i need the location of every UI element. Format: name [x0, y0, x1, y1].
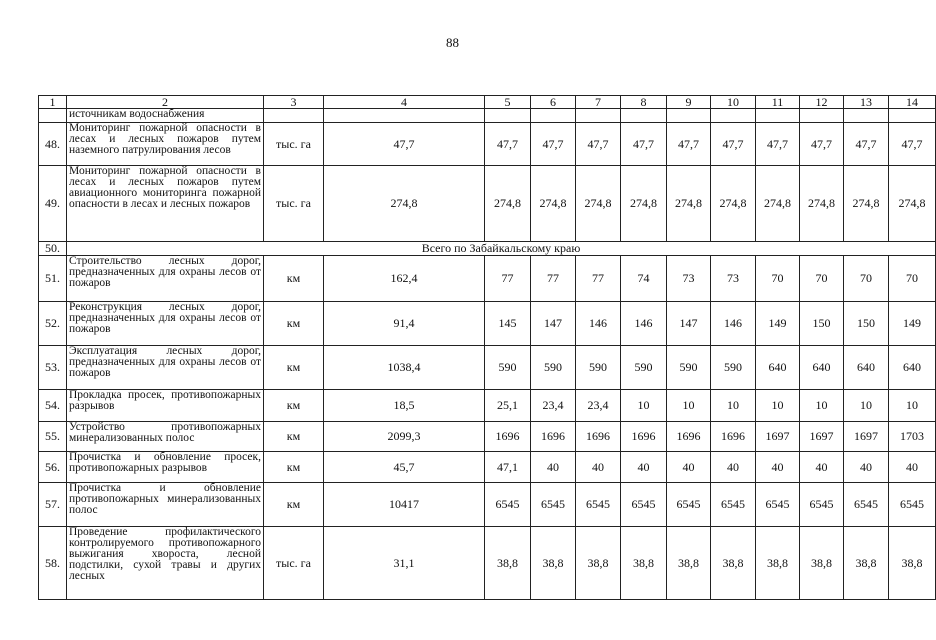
cell-value-col-8: 38,8 [621, 527, 667, 600]
header-cell-4: 4 [324, 96, 485, 109]
cell-unit: км [264, 483, 324, 527]
cell-value-col-7: 146 [576, 302, 621, 346]
cell-value-col-11: 38,8 [756, 527, 800, 600]
cell-num: 48. [39, 123, 67, 166]
cell-total: 274,8 [324, 166, 485, 242]
cell-value-col-5: 77 [485, 256, 531, 302]
cell-value-col-12: 6545 [800, 483, 844, 527]
cell-unit: км [264, 422, 324, 452]
cell-value-col-13: 150 [844, 302, 889, 346]
header-cell-14: 14 [889, 96, 936, 109]
cell-value-col-10: 1696 [711, 422, 756, 452]
cell-value-col-14: 6545 [889, 483, 936, 527]
cell-value-col-12: 47,7 [800, 123, 844, 166]
cell-value-col-5: 6545 [485, 483, 531, 527]
table-row [39, 302, 936, 346]
cell-num: 49. [39, 166, 67, 242]
header-cell-2: 2 [67, 96, 264, 109]
cell-value-col-12: 40 [800, 452, 844, 483]
cell-value-col-12: 274,8 [800, 166, 844, 242]
cell-value-col-11: 1697 [756, 422, 800, 452]
cell-value-col-9: 73 [667, 256, 711, 302]
table-body [39, 96, 936, 600]
cell-value-col-11: 47,7 [756, 123, 800, 166]
cell-value-col-10: 146 [711, 302, 756, 346]
cell-name: Прокладка просек, противопожарных разрывов [67, 390, 264, 422]
table-row [39, 483, 936, 527]
table-row [39, 242, 936, 256]
header-cell-3: 3 [264, 96, 324, 109]
cell-value-col-11: 70 [756, 256, 800, 302]
cell-value-col-9: 6545 [667, 483, 711, 527]
cell-value-col-6: 1696 [531, 422, 576, 452]
cell-num: 53. [39, 346, 67, 390]
cell-name: Строительство лесных дорог, предназначенных для охраны лесов от пожаров [67, 256, 264, 302]
cell-num [39, 109, 67, 123]
cell-value-col-6: 40 [531, 452, 576, 483]
cell-value-col-6: 6545 [531, 483, 576, 527]
cell-value-col-9: 147 [667, 302, 711, 346]
table-row [39, 256, 936, 302]
cell-value-col-7: 40 [576, 452, 621, 483]
cell-value-col-7: 6545 [576, 483, 621, 527]
cell-value-col-8: 47,7 [621, 123, 667, 166]
cell-value-col-5: 274,8 [485, 166, 531, 242]
header-cell-8: 8 [621, 96, 667, 109]
cell-value-col-9: 10 [667, 390, 711, 422]
cell-value-col-6: 147 [531, 302, 576, 346]
cell-value-col-14: 149 [889, 302, 936, 346]
cell-value-col-8: 40 [621, 452, 667, 483]
cell-value-col-10: 6545 [711, 483, 756, 527]
cell-value-col-8: 590 [621, 346, 667, 390]
cell-value-col-5: 145 [485, 302, 531, 346]
cell-value-col-10: 38,8 [711, 527, 756, 600]
table-row-continuation [39, 109, 936, 123]
cell-num: 56. [39, 452, 67, 483]
cell-value-col-10: 10 [711, 390, 756, 422]
cell-value-col-13: 6545 [844, 483, 889, 527]
cell-num: 58. [39, 527, 67, 600]
cell-value-col-12: 70 [800, 256, 844, 302]
cell-value-col-8: 10 [621, 390, 667, 422]
cell-value-col-9: 274,8 [667, 166, 711, 242]
header-cell-5: 5 [485, 96, 531, 109]
cell-name: Прочистка и обновление просек, противопожарных разрывов [67, 452, 264, 483]
cell-value-col-10: 40 [711, 452, 756, 483]
cell-value-col-11: 6545 [756, 483, 800, 527]
cell-value-col-13: 10 [844, 390, 889, 422]
cell-value-col-6: 47,7 [531, 123, 576, 166]
cell-value-col-13: 47,7 [844, 123, 889, 166]
cell-value-col-10: 590 [711, 346, 756, 390]
cell-value-col-6: 77 [531, 256, 576, 302]
cell-total: 47,7 [324, 123, 485, 166]
cell-value-col-12: 640 [800, 346, 844, 390]
cell-name: Реконструкция лесных дорог, предназначенных для охраны лесов от пожаров [67, 302, 264, 346]
cell-value-col-8: 6545 [621, 483, 667, 527]
cell-total: 10417 [324, 483, 485, 527]
cell-value-col-14: 38,8 [889, 527, 936, 600]
cell-num: 55. [39, 422, 67, 452]
cell-value-col-12: 38,8 [800, 527, 844, 600]
header-cell-12: 12 [800, 96, 844, 109]
cell-value-col-5: 590 [485, 346, 531, 390]
cell-unit: тыс. га [264, 166, 324, 242]
table-row [39, 452, 936, 483]
cell-name: источникам водоснабжения [67, 109, 264, 123]
cell-name: Мониторинг пожарной опасности в лесах и лесных пожаров путем авиационного мониторинга пожарной опасности в лесах и лесных пожаров [67, 166, 264, 242]
cell-total: 45,7 [324, 452, 485, 483]
page-number: 88 [446, 35, 459, 50]
table-header-row [39, 96, 936, 109]
cell-value-col-5: 47,7 [485, 123, 531, 166]
cell-value-col-6: 590 [531, 346, 576, 390]
cell-value-col-6: 274,8 [531, 166, 576, 242]
cell-value-col-12: 10 [800, 390, 844, 422]
cell-value-col-11: 640 [756, 346, 800, 390]
cell-name: Проведение профилактического контролируемого противопожарного выжигания хвороста, лесной подстилки, сухой травы и других лесных [67, 527, 264, 600]
cell-value-col-13: 640 [844, 346, 889, 390]
table-row [39, 527, 936, 600]
header-cell-10: 10 [711, 96, 756, 109]
cell-value-col-14: 10 [889, 390, 936, 422]
header-cell-9: 9 [667, 96, 711, 109]
cell-unit: км [264, 302, 324, 346]
table-row [39, 123, 936, 166]
header-cell-13: 13 [844, 96, 889, 109]
cell-value-col-13: 38,8 [844, 527, 889, 600]
cell-total: 91,4 [324, 302, 485, 346]
cell-value-col-7: 38,8 [576, 527, 621, 600]
cell-value-col-8: 1696 [621, 422, 667, 452]
cell-value-col-14: 274,8 [889, 166, 936, 242]
cell-value-col-8: 74 [621, 256, 667, 302]
cell-value-col-7: 77 [576, 256, 621, 302]
cell-value-col-11: 149 [756, 302, 800, 346]
cell-unit: км [264, 346, 324, 390]
cell-total: 2099,3 [324, 422, 485, 452]
cell-value-col-13: 274,8 [844, 166, 889, 242]
cell-value-col-7: 47,7 [576, 123, 621, 166]
cell-value-col-9: 47,7 [667, 123, 711, 166]
cell-value-col-12: 150 [800, 302, 844, 346]
cell-unit: км [264, 390, 324, 422]
cell-value-col-9: 590 [667, 346, 711, 390]
cell-value-col-7: 274,8 [576, 166, 621, 242]
cell-value-col-10: 47,7 [711, 123, 756, 166]
cell-name: Устройство противопожарных минерализованных полос [67, 422, 264, 452]
cell-unit: км [264, 256, 324, 302]
cell-value-col-5: 25,1 [485, 390, 531, 422]
cell-name: Прочистка и обновление противопожарных минерализованных полос [67, 483, 264, 527]
cell-value-col-7: 23,4 [576, 390, 621, 422]
cell-num: 52. [39, 302, 67, 346]
cell-total: 31,1 [324, 527, 485, 600]
forest-fire-measures-table [38, 95, 936, 600]
cell-value-col-9: 40 [667, 452, 711, 483]
header-cell-1: 1 [39, 96, 67, 109]
cell-value-col-7: 590 [576, 346, 621, 390]
cell-total: 18,5 [324, 390, 485, 422]
cell-value-col-10: 274,8 [711, 166, 756, 242]
cell-value-col-13: 70 [844, 256, 889, 302]
cell-value-col-9: 1696 [667, 422, 711, 452]
cell-value-col-5: 1696 [485, 422, 531, 452]
table-row [39, 390, 936, 422]
cell-value-col-8: 274,8 [621, 166, 667, 242]
cell-value-col-5: 47,1 [485, 452, 531, 483]
cell-value-col-9: 38,8 [667, 527, 711, 600]
section-title: Всего по Забайкальскому краю [67, 242, 936, 256]
cell-value-col-14: 70 [889, 256, 936, 302]
cell-value-col-8: 146 [621, 302, 667, 346]
cell-value-col-11: 274,8 [756, 166, 800, 242]
cell-num: 50. [39, 242, 67, 256]
cell-value-col-7: 1696 [576, 422, 621, 452]
cell-name: Мониторинг пожарной опасности в лесах и лесных пожаров путем наземного патрулирования лесов [67, 123, 264, 166]
table-row [39, 166, 936, 242]
header-cell-6: 6 [531, 96, 576, 109]
cell-value-col-13: 40 [844, 452, 889, 483]
cell-total: 162,4 [324, 256, 485, 302]
cell-total: 1038,4 [324, 346, 485, 390]
table-row [39, 346, 936, 390]
cell-num: 57. [39, 483, 67, 527]
cell-unit: тыс. га [264, 123, 324, 166]
header-cell-7: 7 [576, 96, 621, 109]
cell-num: 54. [39, 390, 67, 422]
cell-value-col-14: 40 [889, 452, 936, 483]
cell-value-col-5: 38,8 [485, 527, 531, 600]
cell-value-col-6: 38,8 [531, 527, 576, 600]
cell-num: 51. [39, 256, 67, 302]
cell-value-col-11: 40 [756, 452, 800, 483]
cell-name: Эксплуатация лесных дорог, предназначенных для охраны лесов от пожаров [67, 346, 264, 390]
cell-value-col-12: 1697 [800, 422, 844, 452]
cell-value-col-14: 1703 [889, 422, 936, 452]
cell-value-col-14: 47,7 [889, 123, 936, 166]
header-cell-11: 11 [756, 96, 800, 109]
cell-value-col-10: 73 [711, 256, 756, 302]
table-row [39, 422, 936, 452]
cell-value-col-13: 1697 [844, 422, 889, 452]
cell-value-col-11: 10 [756, 390, 800, 422]
cell-unit: тыс. га [264, 527, 324, 600]
cell-value-col-14: 640 [889, 346, 936, 390]
cell-unit: км [264, 452, 324, 483]
cell-value-col-6: 23,4 [531, 390, 576, 422]
